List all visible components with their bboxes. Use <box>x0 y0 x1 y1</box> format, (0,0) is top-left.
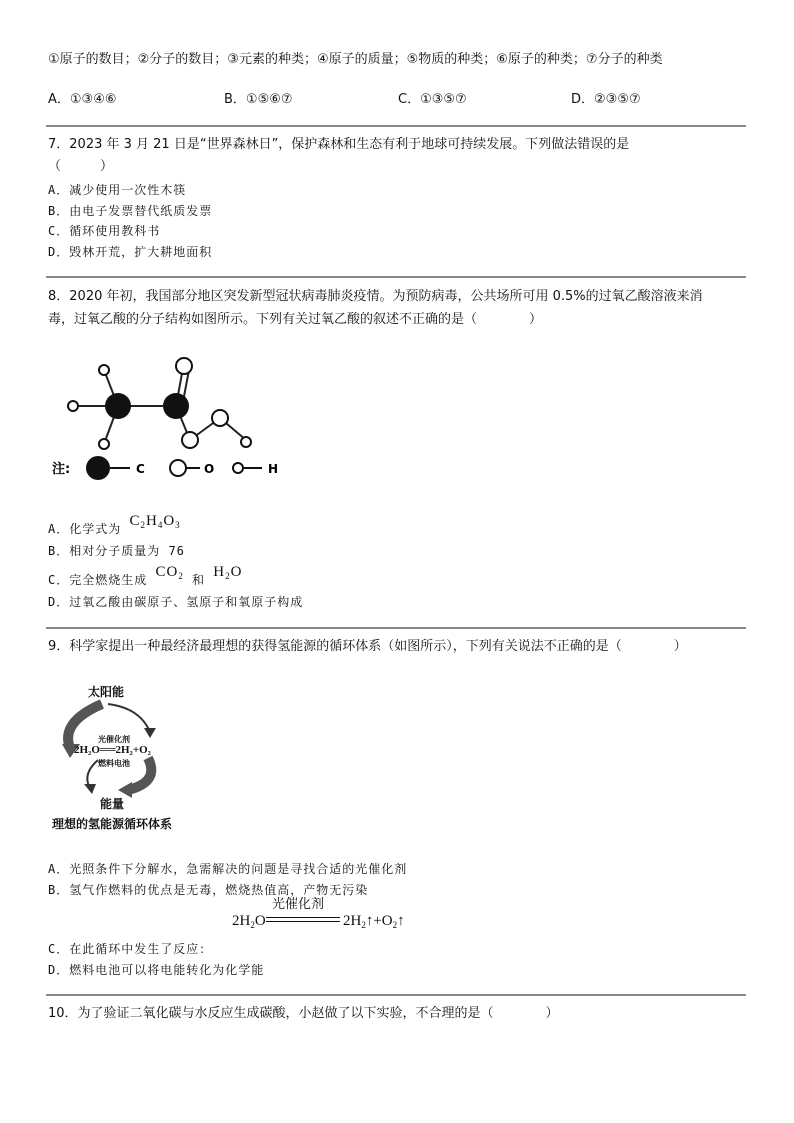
formula-c2h4o3: $C_2H_4O_3$ <box>129 513 181 530</box>
legend-oxygen-label: O <box>204 462 215 476</box>
q8-stem-line2: 毒，过氧乙酸的分子结构如图所示。下列有关过氧乙酸的叙述不正确的是（ ） <box>48 312 543 327</box>
oxygen-atom <box>182 432 198 448</box>
equation-catalyst: 光催化剂 <box>272 897 325 912</box>
q9-option-d: D．燃料电池可以将电能转化为化学能 <box>48 963 265 977</box>
diagram-caption: 理想的氢能源循环体系 <box>52 817 173 831</box>
q6-option-c: C．①③⑤⑦ <box>398 92 467 107</box>
diagram-equation: 2H₂O══2H₂+O₂ <box>74 744 151 756</box>
q9-option-c: C．在此循环中发生了反应： <box>48 942 213 956</box>
q8-option-b: B．相对分子质量为 76 <box>48 544 185 558</box>
q7-option-c: C．循环使用教科书 <box>48 224 161 238</box>
q7-option-d: D．毁林开荒，扩大耕地面积 <box>48 245 213 259</box>
q8-option-c: C．完全燃烧生成 $CO_2$ 和 $H_2O$ <box>48 564 243 587</box>
q7-answer-paren: （ ） <box>48 159 114 174</box>
q6-option-b: B．①⑤⑥⑦ <box>224 92 293 107</box>
q7-option-a: A．减少使用一次性木筷 <box>48 183 187 197</box>
q7-option-b: B．由电子发票替代纸质发票 <box>48 204 213 218</box>
hydrogen-cycle-diagram <box>50 682 200 834</box>
q6-option-a: A．①③④⑥ <box>48 92 117 107</box>
q8-stem-line1: 8．2020 年初，我国部分地区突发新型冠状病毒肺炎疫情。为预防病毒，公共场所可用 0.5%的过氧乙酸溶液来消 <box>48 289 703 304</box>
q8-option-a: A．化学式为 $C_2H_4O_3$ <box>48 513 181 536</box>
hydrogen-atom <box>68 401 78 411</box>
legend-carbon-label: C <box>136 462 145 476</box>
q6-items: ①原子的数目；②分子的数目；③元素的种类；④原子的质量；⑤物质的种类；⑥原子的种类；⑦分子的种类 <box>48 52 663 67</box>
q9-option-b: B．氢气作燃料的优点是无毒，燃烧热值高，产物无污染 <box>48 883 369 897</box>
legend-carbon-icon <box>86 456 110 480</box>
oxygen-atom <box>176 358 192 374</box>
divider <box>46 627 746 629</box>
diagram-solar-energy: 太阳能 <box>88 685 125 699</box>
q10-stem: 10．为了验证二氧化碳与水反应生成碳酸，小赵做了以下实验，不合理的是（ ） <box>48 1006 559 1021</box>
divider <box>46 994 746 996</box>
diagram-energy: 能量 <box>100 797 125 811</box>
q8-option-d: D．过氧乙酸由碳原子、氢原子和氧原子构成 <box>48 595 304 609</box>
legend-oxygen-icon <box>170 460 186 476</box>
carbon-atom <box>163 393 189 419</box>
peracetic-acid-structure-diagram <box>50 348 290 488</box>
formula-h2o: $H_2O$ <box>213 564 243 581</box>
carbon-atom <box>105 393 131 419</box>
formula-co2: $CO_2$ <box>155 564 184 581</box>
q9-stem: 9．科学家提出一种最经济最理想的获得氢能源的循环体系（如图所示），下列有关说法不正确的是（ ） <box>48 639 687 654</box>
q9-option-a: A．光照条件下分解水，急需解决的问题是寻找合适的光催化剂 <box>48 862 408 876</box>
q9-reaction-equation: $2H_2O$ 光催化剂 $2H_2↑+O_2↑$ <box>232 897 405 930</box>
q6-option-d: D．②③⑤⑦ <box>571 92 641 107</box>
legend-hydrogen-icon <box>233 463 243 473</box>
diagram-catalyst: 光催化剂 <box>98 735 130 744</box>
q7-stem: 7．2023 年 3 月 21 日是“世界森林日”，保护森林和生态有利于地球可持续发展。下列做法错误的是 <box>48 137 630 152</box>
hydrogen-atom <box>241 437 251 447</box>
hydrogen-atom <box>99 439 109 449</box>
oxygen-atom <box>212 410 228 426</box>
divider <box>46 276 746 278</box>
legend-note: 注: <box>52 462 71 477</box>
legend-hydrogen-label: H <box>268 462 279 476</box>
diagram-fuel-cell: 燃料电池 <box>98 759 130 768</box>
divider <box>46 125 746 127</box>
hydrogen-atom <box>99 365 109 375</box>
